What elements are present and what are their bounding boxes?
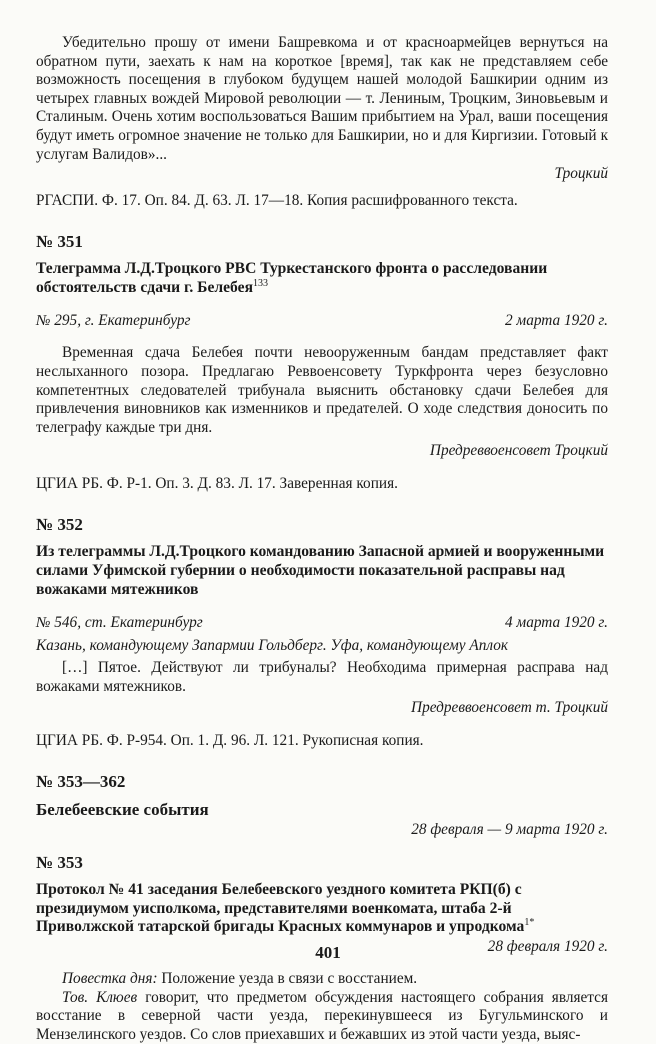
intro-signature: Троцкий (554, 165, 608, 183)
doc-351-signature: Предреввоенсовет Троцкий (429, 442, 608, 460)
agenda-label: Повестка дня: (62, 970, 158, 988)
doc-352-title: Из телеграммы Л.Д.Троцкого командованию Запасной армией и вооруженными силами Уфимской губернии о необходимости показательной расправы над вожаками мятежников (36, 543, 605, 598)
agenda-text: Положение уезда в связи с восстанием. (161, 970, 418, 988)
intro-paragraph: Убедительно прошу от имени Башревкома и от красноармейцев вернуться на обратном пути, заехать к нам на короткое [время], так как не представляем себе возможность посещения в глубоком будущем нашей молодой Башкирии одним из четырех главных вождей Мировой революции — т. Лениным, Троцким, Зиновьевым и Сталиным. Очень хотим воспользоваться Вашим прибытием на Урал, ваши посещения будут иметь огромное значение не только для Башкирии, но и для Киргизии. Готовый к услугам Валидов»... (36, 34, 608, 163)
doc-352-number: № 352 (36, 515, 83, 535)
doc-351-meta (36, 311, 608, 330)
footnote-marker: 1* (524, 917, 535, 929)
doc-352-date: 4 марта 1920 г. (504, 614, 608, 632)
doc-352-text: […] Пятое. Действуют ли трибуналы? Необходима примерная расправа над вожаками мятежников. (36, 659, 608, 695)
section-dates: 28 февраля — 9 марта 1920 г. (411, 821, 608, 839)
speaker-name: Тов. Клюев (62, 988, 138, 1006)
page-number: 401 (315, 943, 341, 962)
doc-353-title: Протокол № 41 заседания Белебеевского уездного комитета РКП(б) с президиумом уисполкома, представителями военкомата, штаба 2-й Приволжской татарской бригады Красных коммунаров и упродкома$^{1*}$ (36, 881, 535, 936)
doc-352-addressee: Казань, командующему Запармии Гольдберг. Уфа, командующему Аплок (36, 637, 509, 655)
doc-352-meta (36, 613, 608, 632)
footnote-marker: 133 (253, 277, 269, 289)
intro-archive-source: РГАСПИ. Ф. 17. Оп. 84. Д. 63. Л. 17—18. Копия расшифрованного текста. (36, 192, 518, 210)
doc-353-speech (36, 989, 608, 1044)
doc-353-agenda (36, 970, 608, 989)
doc-352-signature: Предреввоенсовет т. Троцкий (411, 699, 608, 717)
doc-351-number: № 351 (36, 232, 83, 252)
doc-351-text: Временная сдача Белебея почти невооруженным бандам представляет факт неслыханного позора. Предлагаю Реввоенсовету Туркфронта через безусловно компетентных следователей трибунала выяснить обстановку сдачи Белебея для привлечения виновников как изменников и предателей. О ходе следствия доносить по телеграфу каждые три дня. (36, 344, 608, 436)
section-range: № 353—362 (36, 772, 126, 792)
doc-351-ref: № 295, г. Екатеринбург (36, 312, 191, 330)
doc-351-archive-source: ЦГИА РБ. Ф. Р-1. Оп. 3. Д. 83. Л. 17. Заверенная копия. (36, 475, 398, 493)
section-title: Белебеевские события (36, 800, 209, 820)
doc-353-number: № 353 (36, 853, 83, 873)
document-page (36, 34, 608, 1044)
doc-351-date: 2 марта 1920 г. (504, 312, 608, 330)
doc-352-ref: № 546, ст. Екатеринбург (36, 614, 203, 632)
doc-351-title: Телеграмма Л.Д.Троцкого РВС Туркестанского фронта о расследовании обстоятельств сдачи г. Белебея$^{133}$ (36, 260, 548, 296)
doc-352-archive-source: ЦГИА РБ. Ф. Р-954. Оп. 1. Д. 96. Л. 121. Рукописная копия. (36, 732, 424, 750)
speech-text: говорит, что предметом обсуждения настоящего собрания является восстание в северной части уезда, перекинувшееся из Бугульминского и Мензелинского уездов. Со слов приехавших и бежавших из этой части уезда, выяс- (36, 988, 609, 1043)
doc-353-date: 28 февраля 1920 г. (487, 938, 608, 956)
